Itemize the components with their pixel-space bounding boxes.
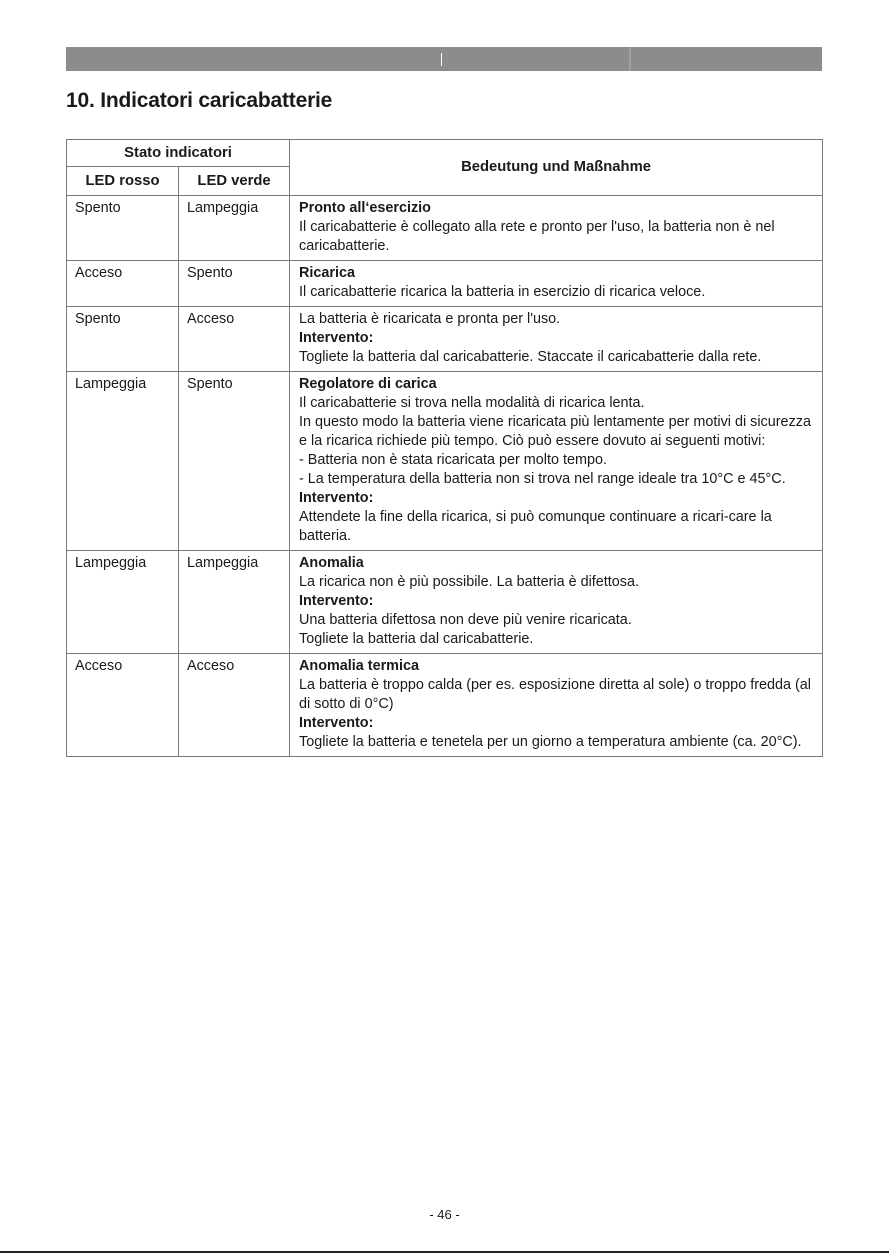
row-action-text: Togliete la batteria dal caricabatterie. Staccate il caricabatterie dalla rete. xyxy=(299,349,762,365)
row-action-label: Intervento: xyxy=(299,593,374,609)
header-bar-divider xyxy=(629,47,631,71)
page-number: - 46 - xyxy=(429,1207,460,1222)
led-green-state: Acceso xyxy=(179,307,290,372)
indicator-table xyxy=(66,139,823,757)
row-title: Pronto all‘esercizio xyxy=(299,200,431,216)
row-text: Il caricabatterie ricarica la batteria in esercizio di ricarica veloce. xyxy=(299,284,706,300)
row-action-label: Intervento: xyxy=(299,715,374,731)
led-red-state: Spento xyxy=(67,307,179,372)
row-title: Regolatore di carica xyxy=(299,376,437,392)
row-text: - Batteria non è stata ricaricata per molto tempo. xyxy=(299,452,607,468)
led-green-state: Spento xyxy=(179,261,290,307)
led-red-state: Lampeggia xyxy=(67,372,179,551)
row-description xyxy=(290,654,823,757)
row-description xyxy=(290,196,823,261)
row-text: In questo modo la batteria viene ricaricata più lentamente per motivi di sicurezza e la ricarica richiede più tempo. Ciò può essere dovuto ai seguenti motivi: xyxy=(299,414,811,449)
row-title: Ricarica xyxy=(299,265,356,281)
header-bar xyxy=(66,47,822,71)
row-text: Il caricabatterie si trova nella modalità di ricarica lenta. xyxy=(299,395,645,411)
row-text: La batteria è troppo calda (per es. esposizione diretta al sole) o troppo fredda (al di sotto di 0°C) xyxy=(299,677,811,712)
row-action-label: Intervento: xyxy=(299,490,374,506)
row-text: La batteria è ricaricata e pronta per l'uso. xyxy=(299,311,561,327)
row-description xyxy=(290,551,823,654)
row-action-label: Intervento: xyxy=(299,330,374,346)
table-row xyxy=(67,261,823,307)
table-row xyxy=(67,654,823,757)
header-bar-tick xyxy=(441,53,442,66)
row-description xyxy=(290,261,823,307)
led-green-state: Spento xyxy=(179,372,290,551)
section-title: 10. Indicatori caricabatterie xyxy=(66,89,333,112)
row-action-text: Una batteria difettosa non deve più venire ricaricata. xyxy=(299,612,632,628)
led-red-state: Spento xyxy=(67,196,179,261)
table-row xyxy=(67,551,823,654)
table-row xyxy=(67,372,823,551)
row-description xyxy=(290,372,823,551)
row-title: Anomalia xyxy=(299,555,364,571)
led-red-state: Acceso xyxy=(67,261,179,307)
led-green-state: Lampeggia xyxy=(179,196,290,261)
header-indicator-state: Stato indicatori xyxy=(67,140,290,167)
row-action-text: Togliete la batteria e tenetela per un giorno a temperatura ambiente (ca. 20°C). xyxy=(299,734,802,750)
header-led-green: LED verde xyxy=(179,167,290,196)
row-text: Il caricabatterie è collegato alla rete e pronto per l'uso, la batteria non è nel caricabatterie. xyxy=(299,219,775,254)
row-text: - La temperatura della batteria non si trova nel range ideale tra 10°C e 45°C. xyxy=(299,471,786,487)
header-led-red: LED rosso xyxy=(67,167,179,196)
row-action-text: Attendete la fine della ricarica, si può comunque continuare a ricari-care la batteria. xyxy=(299,509,772,544)
table-row xyxy=(67,196,823,261)
table-row xyxy=(67,307,823,372)
led-green-state: Lampeggia xyxy=(179,551,290,654)
header-meaning: Bedeutung und Maßnahme xyxy=(290,140,823,196)
led-green-state: Acceso xyxy=(179,654,290,757)
row-text: La ricarica non è più possibile. La batteria è difettosa. xyxy=(299,574,640,590)
led-red-state: Acceso xyxy=(67,654,179,757)
row-action-text: Togliete la batteria dal caricabatterie. xyxy=(299,631,534,647)
led-red-state: Lampeggia xyxy=(67,551,179,654)
bottom-rule xyxy=(0,1251,889,1253)
row-description xyxy=(290,307,823,372)
row-title: Anomalia termica xyxy=(299,658,419,674)
